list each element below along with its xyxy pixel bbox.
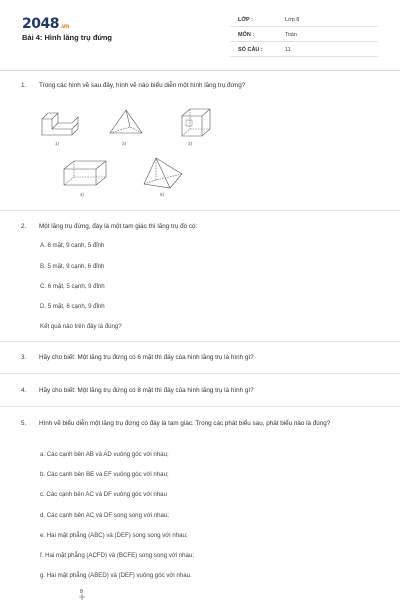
figure-label: 4) (80, 192, 85, 197)
figure-3-cube (178, 106, 214, 140)
info-label: MÔN : (238, 32, 255, 38)
info-subject-row (230, 29, 378, 42)
question-text: Một lăng trụ đứng, đáy là một tam giác thì lăng trụ đó có: (39, 223, 198, 230)
question-number: 5. (21, 420, 27, 427)
answer-option[interactable]: f. Hai mặt phẳng (ACFD) và (BCFE) song song với nhau; (40, 552, 195, 559)
figure-label: 2) (122, 141, 127, 146)
answer-option[interactable]: d. Các cạnh bên AC và DF song song với nhau; (40, 512, 169, 519)
info-value: Toán (285, 32, 297, 38)
figure-2-pyramid (106, 107, 146, 139)
question-divider (0, 406, 400, 407)
answer-option[interactable]: c. Các cạnh bên AC và DF vuông góc với nhau (40, 491, 167, 498)
question-text: Hãy cho biết: Một lăng trụ đứng có 8 mặt thì đáy của hình lăng trụ là hình gì? (39, 387, 254, 394)
info-value: 11 (285, 47, 291, 53)
figure-5-triangular-prism (140, 154, 186, 190)
figure-label: 1) (55, 141, 60, 146)
question-divider (0, 210, 400, 211)
info-label: LỚP : (238, 17, 253, 23)
info-value: Lớp 8 (285, 17, 300, 23)
question-text: Hình vẽ biểu diễn một lăng trụ đứng có đáy là tam giác. Trong các phát biểu sau, phát biểu nào là đúng? (39, 420, 331, 427)
answer-option[interactable]: b. Các cạnh bên BE và EF vuông góc với nhau; (40, 471, 169, 478)
question-footer: Kết quả nào trên đây là đúng? (40, 323, 122, 330)
figure-vertex-label: B (80, 589, 84, 595)
question-text: Hãy cho biết: Một lăng trụ đứng có 6 mặt thì đáy của hình lăng trụ là hình gì? (39, 354, 254, 361)
info-count-row (230, 44, 378, 57)
question-divider (0, 373, 400, 374)
answer-option[interactable]: a. Các cạnh bên AB và AD vuông góc với nhau; (40, 451, 169, 458)
question-number: 1. (21, 82, 27, 89)
lesson-title: Bài 4: Hình lăng trụ đứng (22, 33, 113, 42)
figure-4-box (60, 157, 110, 191)
question-number: 2. (21, 223, 27, 230)
site-logo[interactable]: 2048.vn (22, 16, 69, 32)
figure-1-stepped-solid (38, 107, 86, 139)
figure-label: 5) (160, 192, 165, 197)
answer-option[interactable]: D. 5 mặt, 6 cạnh, 9 đỉnh (40, 303, 105, 310)
header-divider (0, 70, 400, 71)
page-header (0, 0, 400, 70)
question-number: 4. (21, 387, 27, 394)
answer-option[interactable]: A. 6 mặt, 9 cạnh, 5 đỉnh (40, 242, 105, 249)
figure-label: 3) (188, 141, 193, 146)
answer-option[interactable]: e. Hai mặt phẳng (ABC) và (DEF) song song với nhau; (40, 532, 188, 539)
info-class-row (230, 14, 378, 27)
answer-option[interactable]: B. 5 mặt, 9 cạnh, 6 đỉnh (40, 263, 105, 270)
answer-option[interactable]: C. 6 mặt, 5 cạnh, 9 đỉnh (40, 283, 105, 290)
info-label: SỐ CÂU : (238, 47, 263, 53)
question-text: Trong các hình vẽ sau đây, hình vẽ nào biểu diễn một hình lăng trụ đứng? (39, 82, 246, 89)
question-divider (0, 341, 400, 342)
answer-option[interactable]: g. Hai mặt phẳng (ABED) và (DEF) vuông góc với nhau. (40, 572, 192, 579)
figure-partial-prism (78, 594, 86, 600)
question-number: 3. (21, 354, 27, 361)
